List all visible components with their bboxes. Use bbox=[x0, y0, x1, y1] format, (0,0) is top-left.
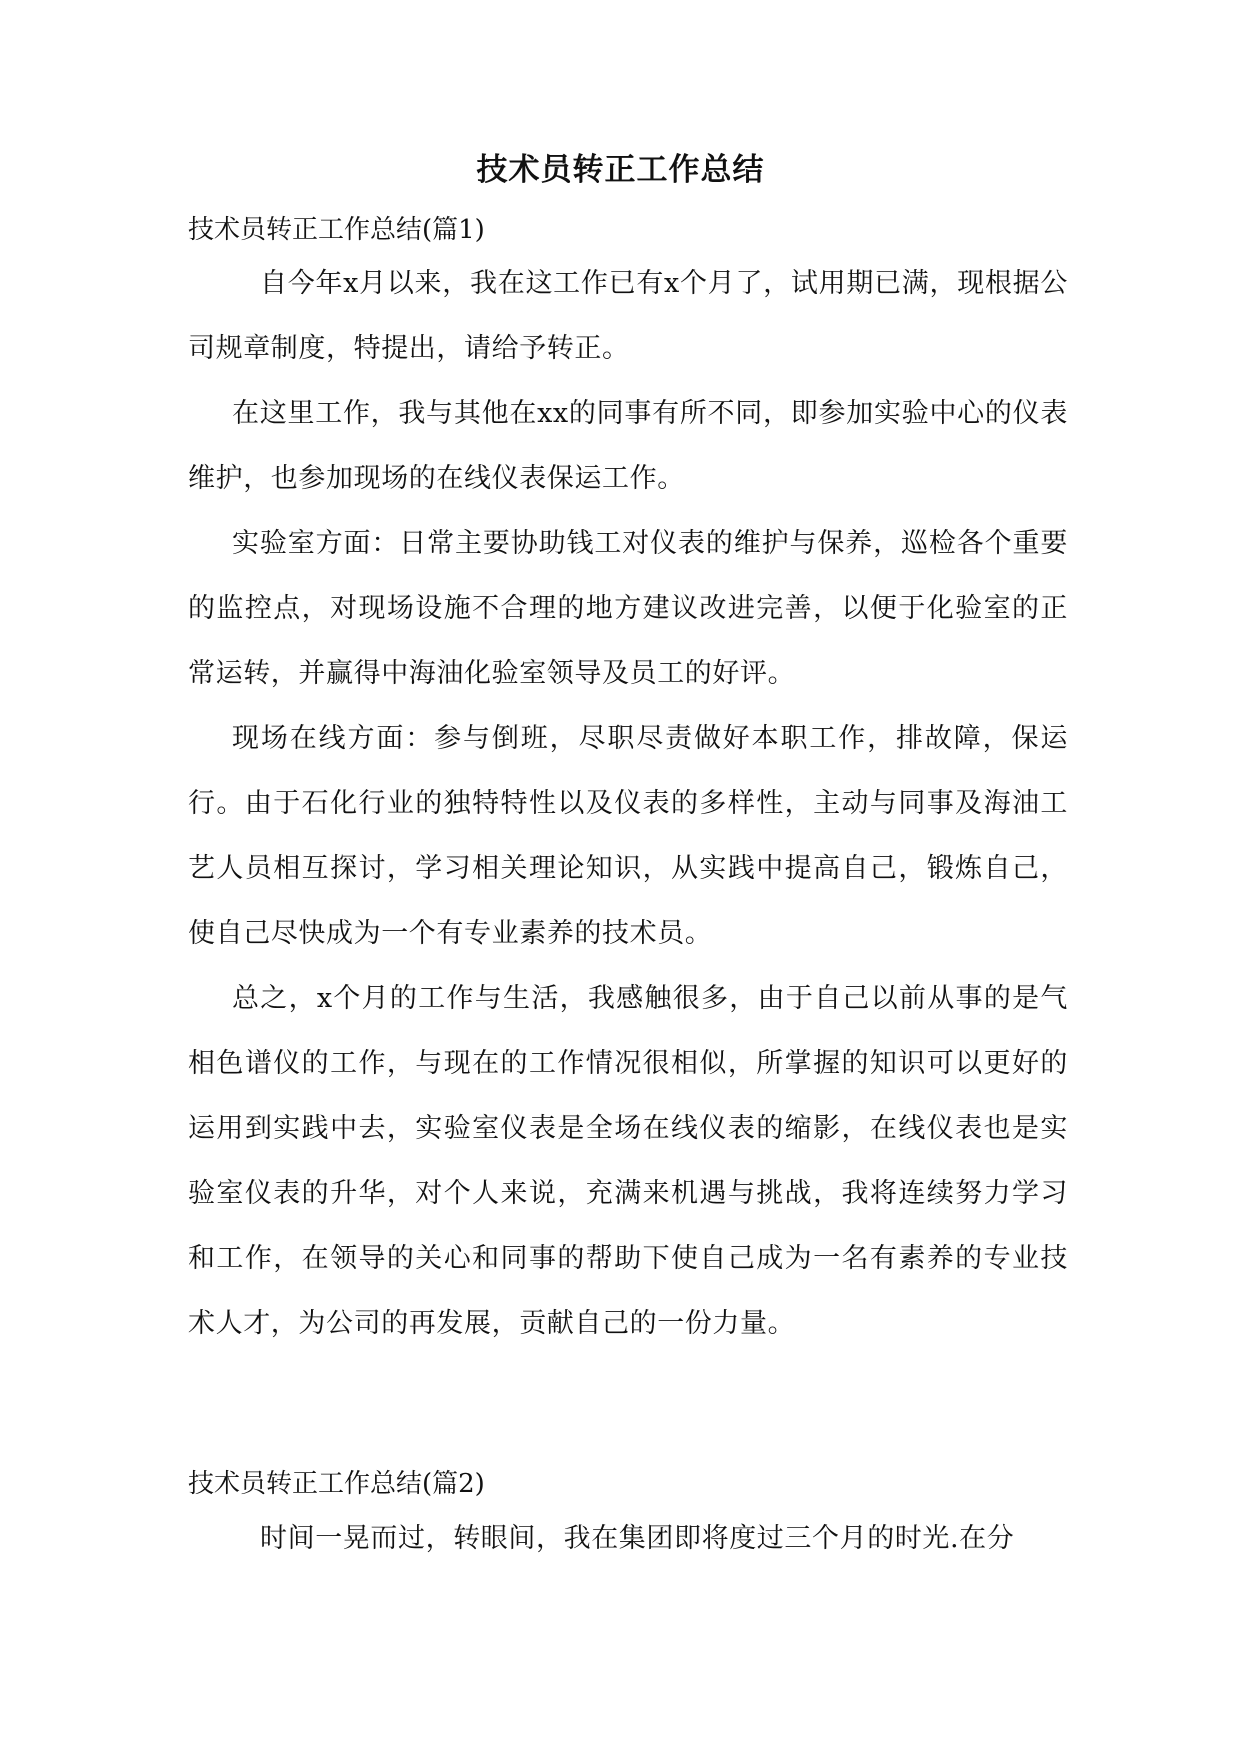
paragraph: 时间一晃而过，转眼间，我在集团即将度过三个月的时光.在分 bbox=[260, 1523, 1015, 1554]
paragraph: 现场在线方面：参与倒班，尽职尽责做好本职工作，排故障，保运行。由于石化行业的独特特性以及仪表的多样性，主动与同事及海油工艺人员相互探讨，学习相关理论知识，从实践中提高自己，锻炼自己，使自己尽快成为一个有专业素养的技术员。 bbox=[188, 723, 1068, 949]
paragraph: 总之，x个月的工作与生活，我感触很多，由于自己以前从事的是气相色谱仪的工作，与现在的工作情况很相似，所掌握的知识可以更好的运用到实践中去，实验室仪表是全场在线仪表的缩影，在线仪表也是实验室仪表的升华，对个人来说，充满来机遇与挑战，我将连续努力学习和工作，在领导的关心和同事的帮助下使自己成为一名有素养的专业技术人才，为公司的再发展，贡献自己的一份力量。 bbox=[188, 983, 1068, 1339]
paragraph: 自今年x月以来，我在这工作已有x个月了，试用期已满，现根据公司规章制度，特提出，请给予转正。 bbox=[188, 268, 1068, 364]
paragraph: 在这里工作，我与其他在xx的同事有所不同，即参加实验中心的仪表维护，也参加现场的在线仪表保运工作。 bbox=[188, 398, 1068, 494]
document-title: 技术员转正工作总结 bbox=[476, 152, 765, 188]
section-heading-2: 技术员转正工作总结(篇2) bbox=[188, 1469, 485, 1499]
paragraph: 实验室方面：日常主要协助钱工对仪表的维护与保养，巡检各个重要的监控点，对现场设施不合理的地方建议改进完善，以便于化验室的正常运转，并赢得中海油化验室领导及员工的好评。 bbox=[188, 528, 1068, 689]
section-heading-1: 技术员转正工作总结(篇1) bbox=[188, 215, 485, 245]
